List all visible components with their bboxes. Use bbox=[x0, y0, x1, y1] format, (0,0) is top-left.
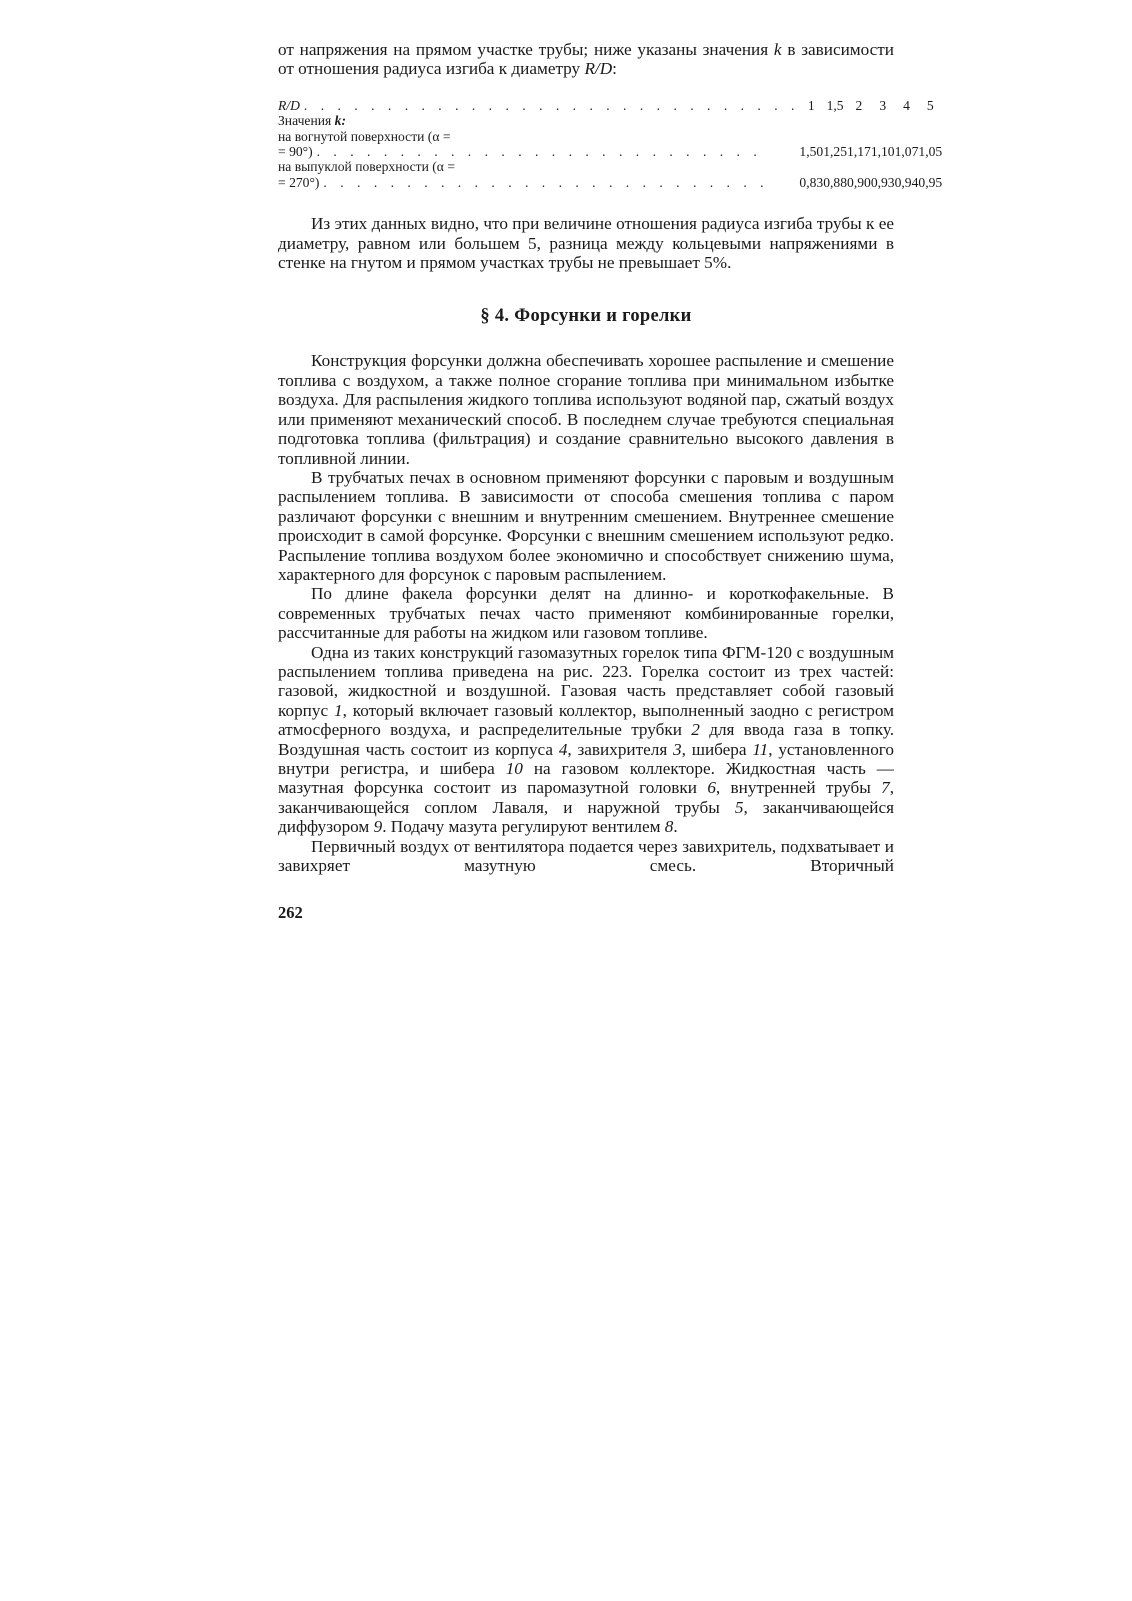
part-number: 2 bbox=[691, 720, 700, 740]
leader-dots: . . . . . . . . . . . . . . . . . . . . . . . . . . . . . . bbox=[303, 97, 800, 113]
intro-line2: в зависимости от отношения радиуса изгиба к диаметру bbox=[278, 40, 895, 79]
row2-label-a: на выпуклой поверхности (α = bbox=[278, 159, 455, 175]
part-number: 11 bbox=[752, 739, 769, 759]
part-number: 8 bbox=[664, 817, 674, 837]
table-row1 bbox=[278, 144, 942, 159]
table-cell: 0,93 bbox=[870, 174, 895, 190]
p4-text: , шибера bbox=[681, 739, 753, 759]
table-cell: 3 bbox=[879, 97, 887, 113]
table-cell: 1,17 bbox=[847, 144, 871, 160]
table-cell: 1,25 bbox=[823, 144, 848, 160]
k-symbol: k bbox=[773, 40, 782, 59]
book-page bbox=[278, 40, 943, 923]
values-k-symbol: k: bbox=[334, 113, 346, 129]
table-cell: 5 bbox=[926, 97, 934, 113]
p4-text: , который включает газовый коллектор, выполненный заодно с регистром атмосферного воздуха, и распределительные трубки bbox=[278, 700, 894, 740]
table-cell: 1,10 bbox=[870, 144, 895, 160]
row1-label-b: = 90°) bbox=[278, 144, 313, 160]
paragraph-4 bbox=[278, 643, 894, 837]
p4-text: . bbox=[673, 817, 678, 837]
values-label: Значения bbox=[278, 113, 332, 129]
p4-text: , внутренней трубы bbox=[715, 778, 882, 798]
part-number: 9 bbox=[373, 817, 383, 837]
p4-text: Одна из таких конструкций газомазутных горелок типа ФГМ-120 с воздушным распылением топлива приведена на рис. 223. Горелка состоит из трех частей: газовой, жидкостной и воздушной. Газовая часть представляет собой газовый корпус bbox=[278, 642, 894, 720]
p4-text: , заканчивающейся диффузором bbox=[278, 797, 894, 837]
leader-dots: . . . . . . . . . . . . . . . . . . . . . . . . . . . bbox=[323, 174, 769, 190]
k-values-table bbox=[278, 98, 942, 190]
p4-text: для ввода газа в топку. Воздушная часть состоит из корпуса bbox=[278, 720, 894, 759]
table-cell: 1,50 bbox=[799, 144, 824, 160]
table-cell: 1,05 bbox=[918, 144, 943, 160]
table-cell: 1,5 bbox=[826, 97, 844, 113]
intro-line1: от напряжения на прямом участке трубы; ниже указаны значения bbox=[278, 40, 769, 59]
p4-text: , заканчивающейся соплом Лаваля, и наружной трубы bbox=[278, 778, 894, 817]
table-cell: 0,94 bbox=[894, 174, 919, 190]
table-cell: 0,88 bbox=[823, 174, 848, 190]
table-cell: 4 bbox=[903, 97, 910, 113]
table-row1-label-row bbox=[278, 129, 942, 144]
part-number: 1 bbox=[333, 700, 343, 720]
part-number: 7 bbox=[881, 778, 890, 798]
part-number: 10 bbox=[505, 759, 523, 778]
table-cell: 0,95 bbox=[918, 174, 943, 190]
paragraph-1: Конструкция форсунки должна обеспечивать хорошее распыление и смешение топлива с воздухом, а также полное сгорание топлива при минимальном избытке воздуха. Для распыления жидкого топлива используют водяной пар, сжатый воздух или применяют механический способ. В последнем случае требуются специальная подготовка топлива (фильтрация) и создание сравнительно высокого давления в топливной линии. bbox=[278, 351, 894, 468]
intro-colon: : bbox=[612, 59, 617, 79]
table-cell: 1 bbox=[807, 97, 815, 113]
p4-text: на газовом коллекторе. Жидкостная часть — мазутная форсунка состоит из паромазутной головки bbox=[278, 759, 894, 798]
paragraph-2: В трубчатых печах в основном применяют форсунки с паровым и воздушным распылением топлива. В зависимости от способа смешения топлива с паром различают форсунки с внешним и внутренним смешением. Внутреннее смешение происходит в самой форсунке. Форсунки с внешним смешением используют редко. Распыление топлива воздухом более экономично и способствует снижению шума, характерного для форсунок с паровым распылением. bbox=[278, 467, 894, 584]
table-cell: 0,83 bbox=[799, 174, 824, 190]
table-row2-label-row bbox=[278, 159, 942, 174]
part-number: 6 bbox=[707, 778, 716, 798]
rd-symbol: R/D bbox=[584, 59, 613, 79]
spacer bbox=[278, 190, 894, 214]
table-row2 bbox=[278, 175, 942, 190]
paragraph-3: По длине факела форсунки делят на длинно- и короткофакельные. В современных трубчатых печах часто применяют комбинированные горелки, рассчитанные для работы на жидком или газовом топливе. bbox=[278, 584, 894, 643]
paragraph-5: Первичный воздух от вентилятора подается через завихритель, подхватывает и завихряет мазутную смесь. Вторичный bbox=[278, 836, 894, 876]
intro-paragraph bbox=[278, 40, 894, 79]
conclusion-paragraph: Из этих данных видно, что при величине отношения радиуса изгиба трубы к ее диаметру, равном или большем 5, разница между кольцевыми напряжениями в стенке на гнутом и прямом участках трубы не превышает 5%. bbox=[278, 214, 894, 273]
p4-text: , завихрителя bbox=[567, 739, 674, 759]
p4-text: , установленного внутри регистра, и шибера bbox=[278, 739, 894, 778]
table-values-caption-row bbox=[278, 113, 942, 128]
part-number: 5 bbox=[734, 797, 744, 817]
part-number: 3 bbox=[673, 739, 682, 759]
table-header-label: R/D bbox=[278, 97, 300, 113]
section-heading: § 4. Форсунки и горелки bbox=[480, 306, 692, 327]
page-number: 262 bbox=[278, 902, 303, 922]
part-number: 4 bbox=[558, 739, 568, 759]
row2-label-b: = 270°) bbox=[278, 174, 320, 190]
table-cell: 0,90 bbox=[847, 174, 871, 190]
table-header-row bbox=[278, 98, 942, 113]
table-cell: 1,07 bbox=[894, 144, 919, 160]
leader-dots: . . . . . . . . . . . . . . . . . . . . . . . . . . . bbox=[316, 144, 762, 160]
p4-text: . Подачу мазута регулируют вентилем bbox=[382, 817, 665, 837]
row1-label-a: на вогнутой поверхности (α = bbox=[278, 128, 451, 144]
table-cell: 2 bbox=[855, 97, 863, 113]
